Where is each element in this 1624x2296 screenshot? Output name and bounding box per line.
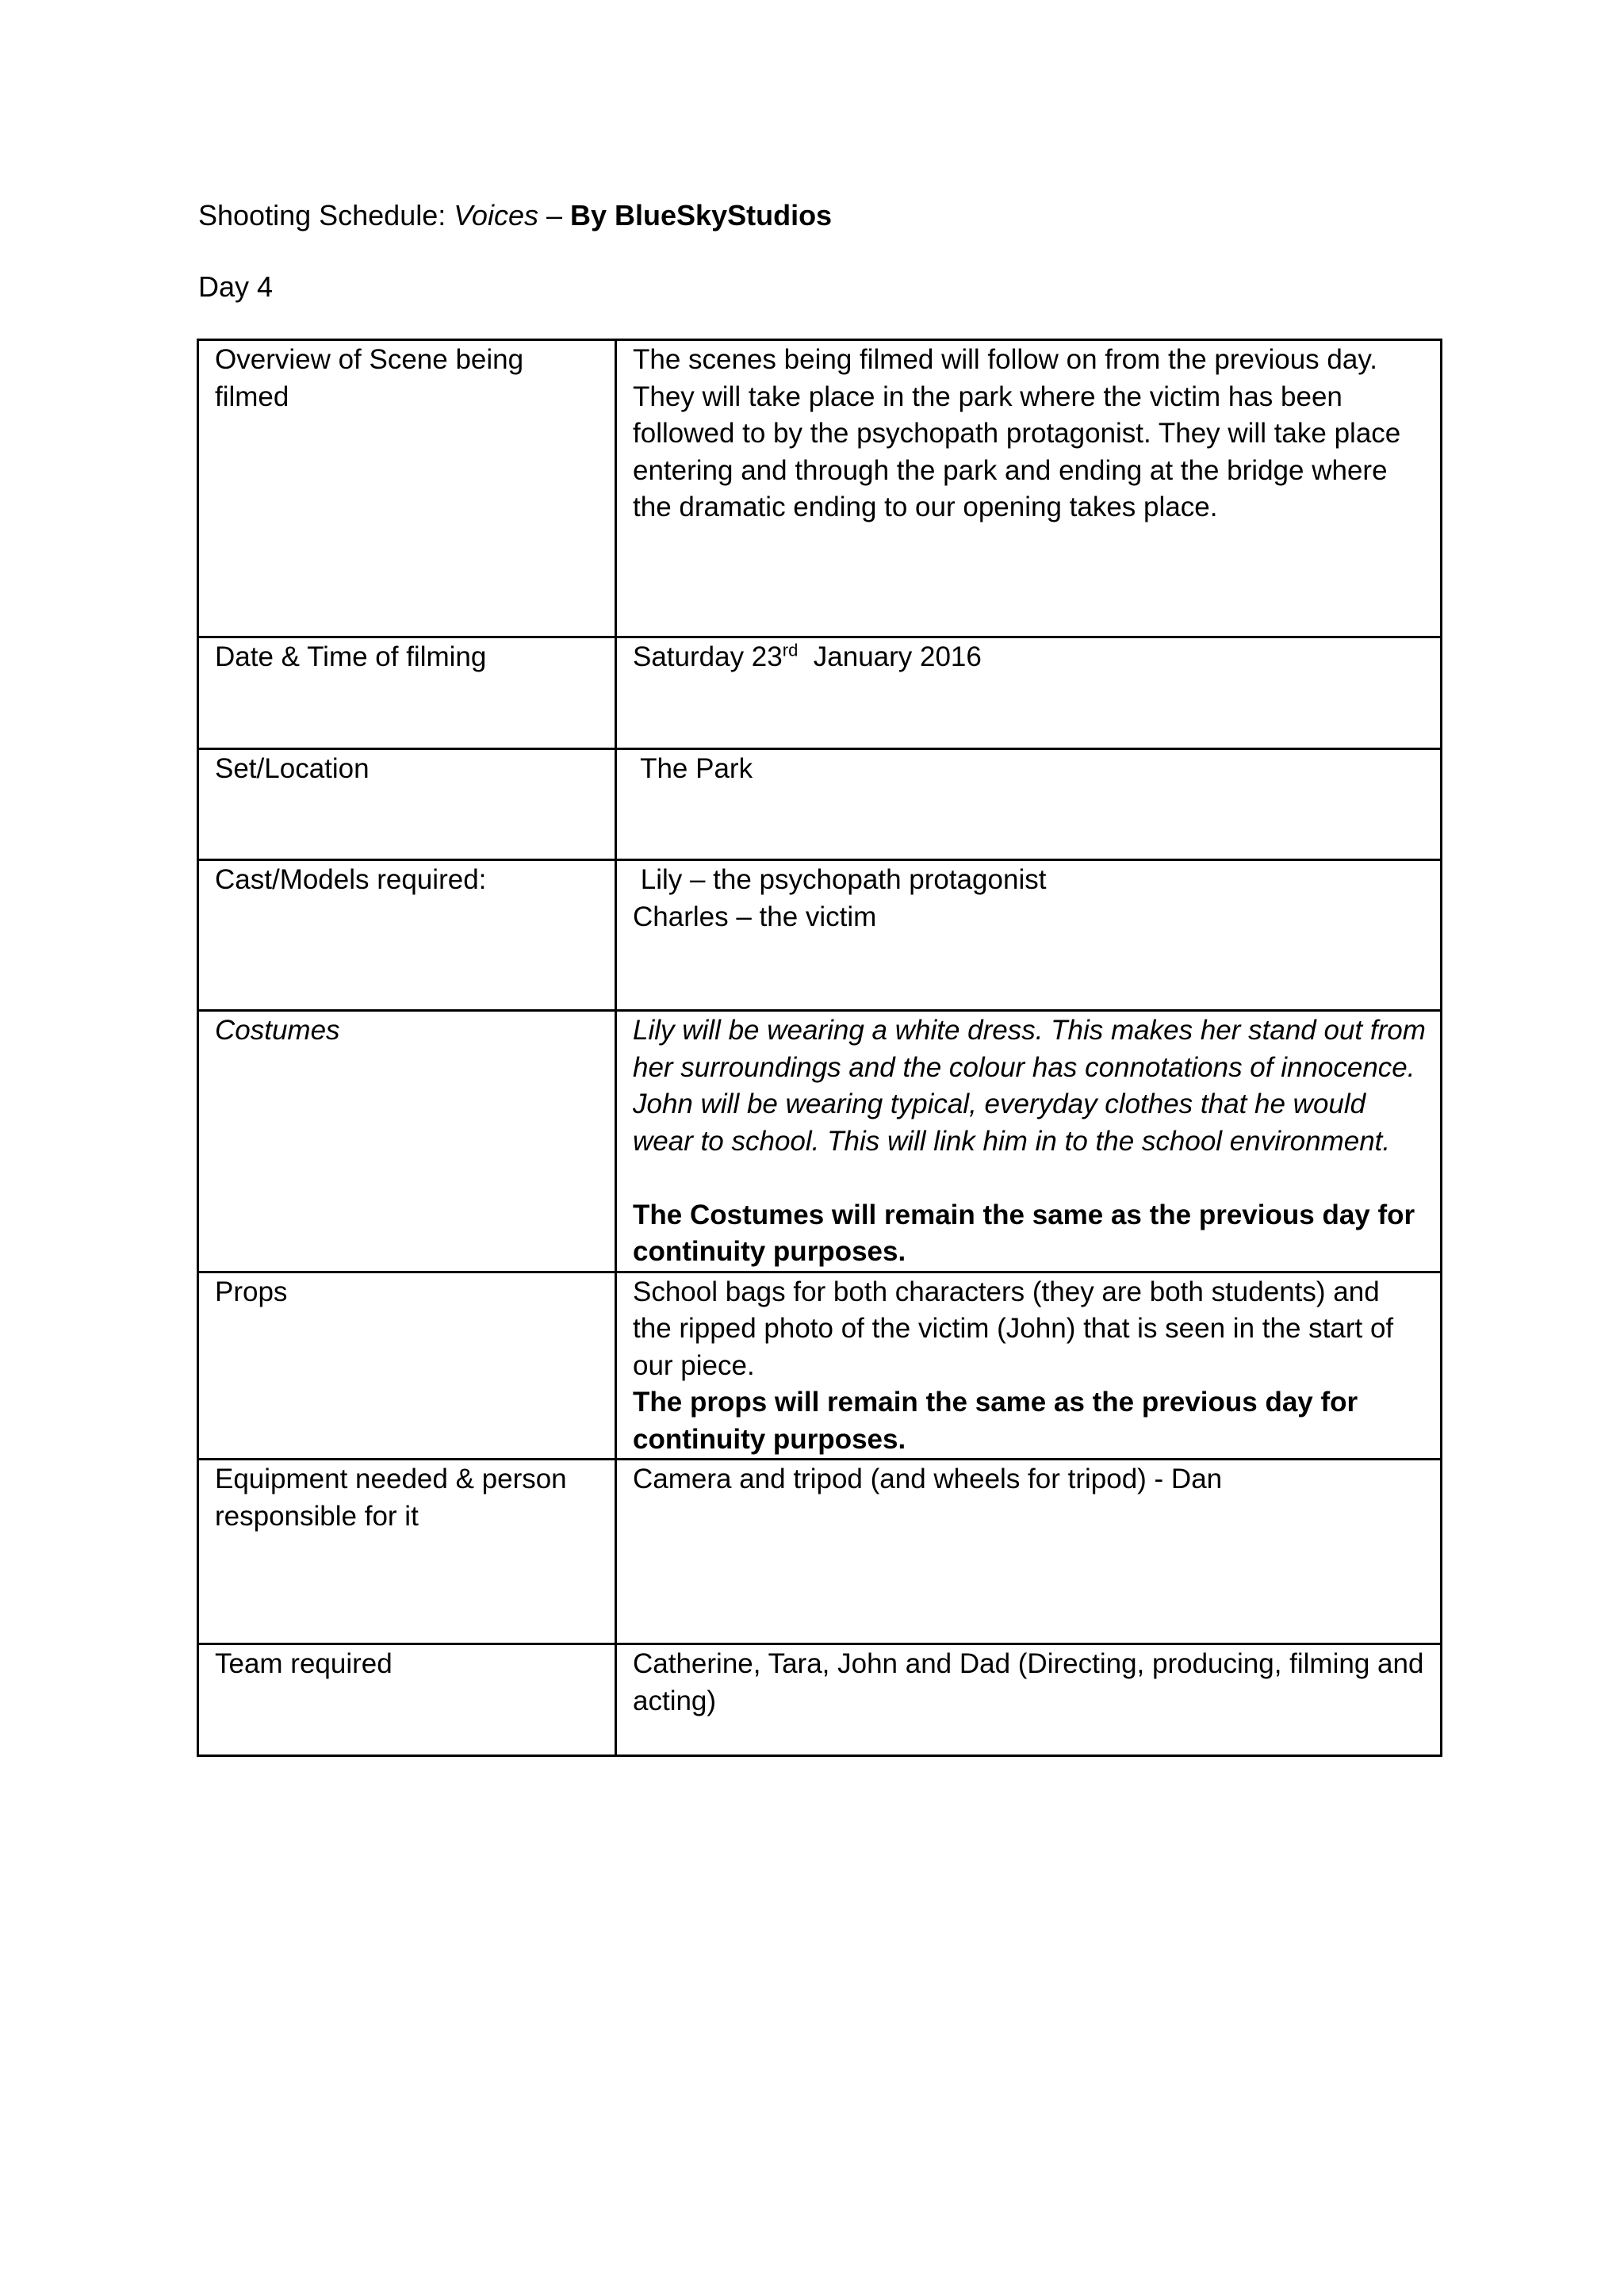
- date-time-value: [616, 637, 1442, 749]
- props-note: The props will remain the same as the previous day for continuity purposes.: [633, 1387, 1358, 1455]
- film-title: Voices: [454, 199, 538, 232]
- date-time-label: Date & Time of filming: [198, 637, 616, 749]
- table-row-equipment: [198, 1460, 1442, 1644]
- equipment-value: Camera and tripod (and wheels for tripod) - Dan: [616, 1460, 1442, 1644]
- props-value: [616, 1272, 1442, 1460]
- day-label: Day 4: [198, 270, 274, 303]
- page-title: [198, 197, 832, 235]
- cast-value: [616, 860, 1442, 1011]
- props-description: School bags for both characters (they are both students) and the ripped photo of the victim (John) that is seen in the start of our piece.: [633, 1276, 1394, 1381]
- costumes-value: [616, 1011, 1442, 1272]
- cast-label: Cast/Models required:: [198, 860, 616, 1011]
- table-row-cast: [198, 860, 1442, 1011]
- shooting-schedule-table: [197, 339, 1442, 1757]
- cast-line-1: Lily – the psychopath protagonist: [633, 864, 1047, 895]
- costumes-description: Lily will be wearing a white dress. This makes her stand out from her surroundings and the colour has connotations of innocence. John will be wearing typical, everyday clothes that he would wear to school. This will link him in to the school environment.: [633, 1015, 1426, 1157]
- team-value: Catherine, Tara, John and Dad (Directing, producing, filming and acting): [616, 1644, 1442, 1756]
- costumes-note: The Costumes will remain the same as the previous day for continuity purposes.: [633, 1199, 1415, 1267]
- location-value: The Park: [616, 749, 1442, 860]
- cast-line-2: Charles – the victim: [633, 901, 877, 932]
- date-day: Saturday 23: [633, 641, 783, 672]
- equipment-label: Equipment needed & person responsible for it: [198, 1460, 616, 1644]
- table-row-props: [198, 1272, 1442, 1460]
- table-row-date-time: [198, 637, 1442, 749]
- studio-byline: By BlueSkyStudios: [570, 199, 833, 232]
- costumes-label: Costumes: [198, 1011, 616, 1272]
- table-row-overview: [198, 340, 1442, 637]
- table-row-team: [198, 1644, 1442, 1756]
- date-ordinal: rd: [782, 640, 799, 660]
- team-label: Team required: [198, 1644, 616, 1756]
- overview-value: The scenes being filmed will follow on from the previous day. They will take place in the park where the victim has been followed to by the psychopath protagonist. They will take place entering and through the park and ending at the bridge where the dramatic ending to our opening takes place.: [616, 340, 1442, 637]
- title-prefix: Shooting Schedule:: [198, 199, 454, 232]
- location-label: Set/Location: [198, 749, 616, 860]
- title-dash: –: [538, 199, 570, 232]
- costumes-spacer: [633, 1160, 1426, 1197]
- props-label: Props: [198, 1272, 616, 1460]
- table-row-location: [198, 749, 1442, 860]
- overview-label: Overview of Scene being filmed: [198, 340, 616, 637]
- date-rest: January 2016: [798, 641, 982, 672]
- table-row-costumes: [198, 1011, 1442, 1272]
